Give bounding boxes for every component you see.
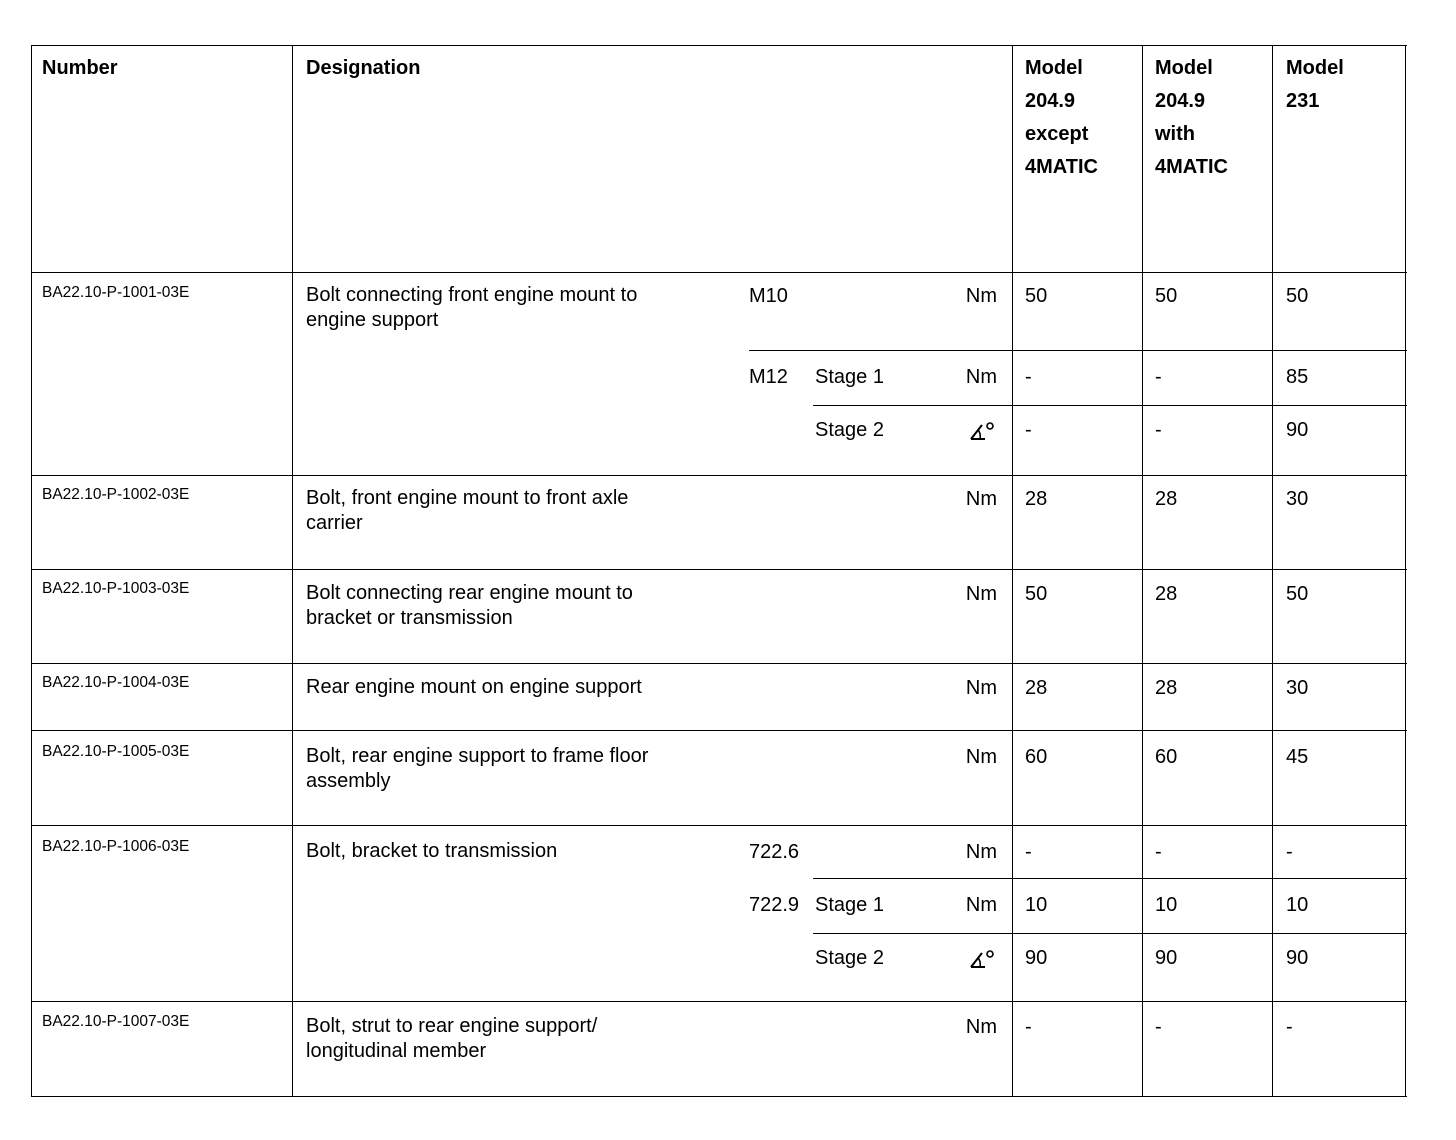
value-204-except: 60 [1025, 746, 1048, 768]
value-204-except: - [1025, 419, 1032, 441]
unit-nm: Nm [965, 677, 997, 699]
row-divider [31, 825, 1407, 826]
designation: Bolt connecting front engine mount to engine support [306, 284, 638, 331]
designation: Bolt, front engine mount to front axle carrier [306, 487, 629, 534]
value-204-with: - [1155, 1016, 1162, 1038]
value-204-except: 90 [1025, 947, 1048, 969]
stage-label: Stage 2 [815, 419, 884, 441]
angle-degree-icon [968, 945, 996, 971]
stage-label: Stage 1 [815, 366, 884, 388]
row-divider [31, 569, 1407, 570]
designation: Rear engine mount on engine support [306, 676, 642, 698]
value-231: - [1286, 1016, 1293, 1038]
designation: Bolt connecting rear engine mount to bracket or transmission [306, 582, 633, 629]
part-number: BA22.10-P-1001-03E [42, 284, 190, 301]
part-number: BA22.10-P-1002-03E [42, 486, 190, 503]
value-204-except: - [1025, 841, 1032, 863]
header-model-231: Model 231 [1286, 57, 1344, 112]
designation: Bolt, rear engine support to frame floor assembly [306, 745, 649, 792]
value-204-with: 50 [1155, 285, 1178, 307]
subrow-divider [813, 405, 1407, 406]
unit-nm: Nm [965, 841, 997, 863]
value-204-with: 90 [1155, 947, 1178, 969]
transmission-spec: 722.6 [749, 841, 800, 863]
value-204-with: 28 [1155, 488, 1178, 510]
value-204-with: - [1155, 419, 1162, 441]
value-231: 85 [1286, 366, 1309, 388]
angle-degree-icon [968, 417, 996, 443]
value-231: 50 [1286, 583, 1309, 605]
row-divider [31, 475, 1407, 476]
value-231: 50 [1286, 285, 1309, 307]
value-231: 90 [1286, 947, 1309, 969]
value-204-with: 28 [1155, 677, 1178, 699]
stage-label: Stage 2 [815, 947, 884, 969]
value-231: 10 [1286, 894, 1309, 916]
column-divider [1142, 45, 1143, 1097]
value-204-except: 28 [1025, 677, 1048, 699]
header-model-204-with-4matic: Model 204.9 with 4MATIC [1155, 57, 1228, 178]
value-204-with: 10 [1155, 894, 1178, 916]
row-divider [31, 1001, 1407, 1002]
header-designation: Designation [306, 57, 421, 79]
value-204-except: - [1025, 1016, 1032, 1038]
thread-spec: M10 [749, 285, 788, 307]
value-231: 30 [1286, 677, 1309, 699]
unit-nm: Nm [965, 285, 997, 307]
transmission-spec: 722.9 [749, 894, 800, 916]
table-border-right [1405, 45, 1406, 1097]
header-divider [31, 272, 1407, 273]
value-204-except: 50 [1025, 583, 1048, 605]
value-204-except: - [1025, 366, 1032, 388]
part-number: BA22.10-P-1007-03E [42, 1013, 190, 1030]
value-231: 90 [1286, 419, 1309, 441]
part-number: BA22.10-P-1006-03E [42, 838, 190, 855]
subrow-divider [749, 350, 1407, 351]
part-number: BA22.10-P-1003-03E [42, 580, 190, 597]
stage-label: Stage 1 [815, 894, 884, 916]
column-divider [1012, 45, 1013, 1097]
part-number: BA22.10-P-1005-03E [42, 743, 190, 760]
value-231: 45 [1286, 746, 1309, 768]
header-model-204-except-4matic: Model 204.9 except 4MATIC [1025, 57, 1098, 178]
value-204-with: 60 [1155, 746, 1178, 768]
unit-nm: Nm [965, 1016, 997, 1038]
value-204-with: 28 [1155, 583, 1178, 605]
row-divider [31, 730, 1407, 731]
unit-nm: Nm [965, 894, 997, 916]
column-divider [1272, 45, 1273, 1097]
table-border-bottom [31, 1096, 1407, 1097]
part-number: BA22.10-P-1004-03E [42, 674, 190, 691]
column-divider [292, 45, 293, 1097]
table-border-left [31, 45, 32, 1097]
thread-spec: M12 [749, 366, 788, 388]
designation: Bolt, bracket to transmission [306, 840, 558, 862]
value-231: 30 [1286, 488, 1309, 510]
value-204-except: 28 [1025, 488, 1048, 510]
unit-nm: Nm [965, 366, 997, 388]
unit-nm: Nm [965, 488, 997, 510]
subrow-divider [813, 878, 1407, 879]
value-231: - [1286, 841, 1293, 863]
unit-nm: Nm [965, 583, 997, 605]
value-204-except: 50 [1025, 285, 1048, 307]
table-border-top [31, 45, 1407, 46]
value-204-except: 10 [1025, 894, 1048, 916]
header-number: Number [42, 57, 118, 79]
value-204-with: - [1155, 366, 1162, 388]
subrow-divider [813, 933, 1407, 934]
designation: Bolt, strut to rear engine support/ longitudinal member [306, 1015, 598, 1062]
row-divider [31, 663, 1407, 664]
value-204-with: - [1155, 841, 1162, 863]
unit-nm: Nm [965, 746, 997, 768]
